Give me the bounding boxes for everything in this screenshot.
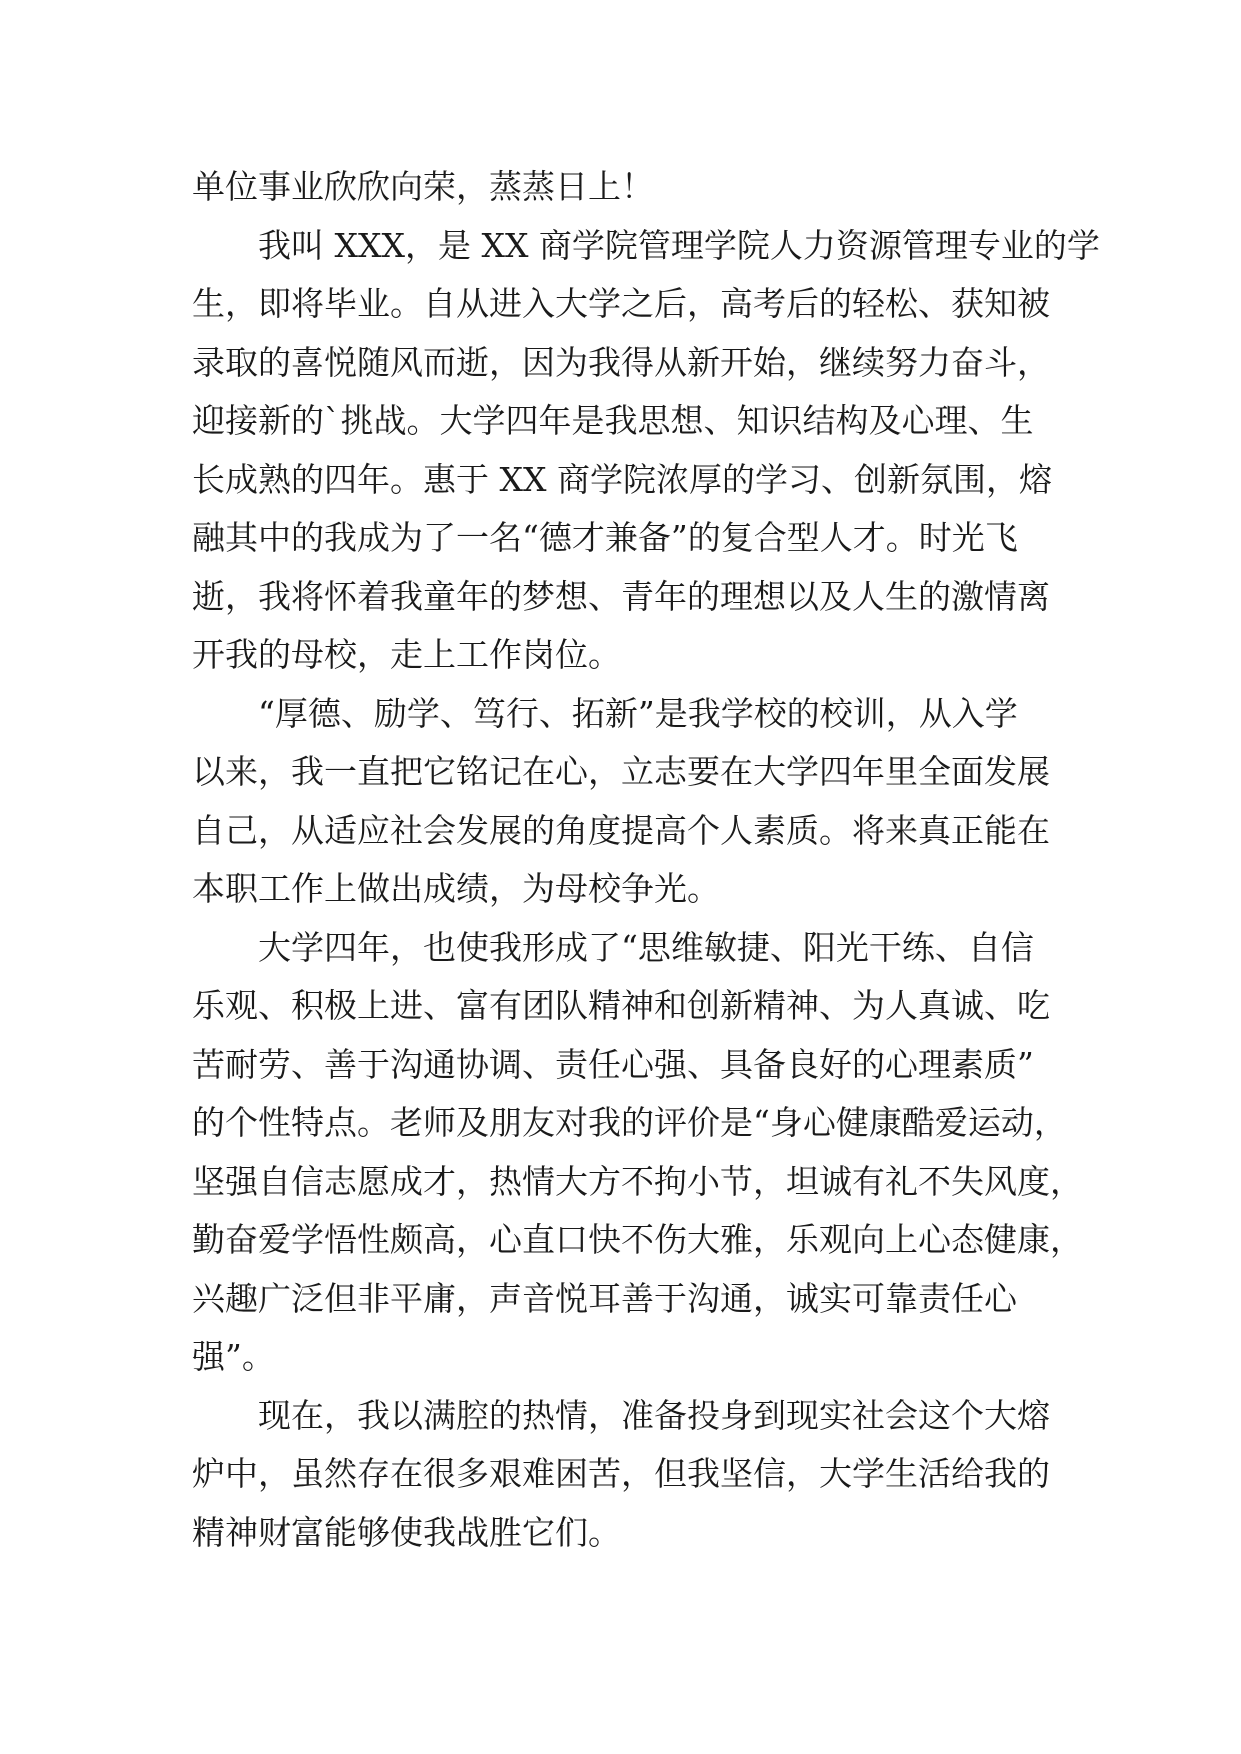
text-line: 勤奋爱学悟性颇高，心直口快不伤大雅，乐观向上心态健康， — [192, 1220, 1083, 1259]
text-line: 精神财富能够使我战胜它们。 — [192, 1512, 621, 1552]
paragraph-3 — [192, 685, 1052, 919]
paragraph-4 — [192, 919, 1083, 1387]
text-line: 长成熟的四年。惠于 XX 商学院浓厚的学习、创新氛围，熔 — [192, 459, 1052, 499]
text-line: 逝，我将怀着我童年的梦想、青年的理想以及人生的激情离 — [192, 576, 1050, 616]
paragraph-2 — [192, 217, 1100, 685]
text-line: 本职工作上做出成绩，为母校争光。 — [192, 869, 720, 908]
text-line: 兴趣广泛但非平庸，声音悦耳善于沟通，诚实可靠责任心 — [192, 1278, 1017, 1318]
text-line: 生，即将毕业。自从进入大学之后，高考后的轻松、获知被 — [192, 284, 1050, 323]
text-line: 我叫 XXX，是 XX 商学院管理学院人力资源管理专业的学 — [258, 225, 1100, 265]
text-line: 迎接新的`挑战。大学四年是我思想、知识结构及心理、生 — [192, 401, 1034, 440]
text-line: 以来，我一直把它铭记在心，立志要在大学四年里全面发展 — [192, 752, 1050, 791]
text-line: 强”。 — [192, 1337, 275, 1376]
text-line: 融其中的我成为了一名“德才兼备”的复合型人才。时光飞 — [192, 518, 1018, 557]
paragraph-5 — [192, 1387, 1052, 1563]
text-line: 炉中，虽然存在很多艰难困苦，但我坚信，大学生活给我的 — [192, 1454, 1050, 1493]
text-line: 自己，从适应社会发展的角度提高个人素质。将来真正能在 — [192, 810, 1050, 850]
text-line: 的个性特点。老师及朋友对我的评价是“身心健康酷爱运动， — [192, 1103, 1067, 1142]
text-line: 现在，我以满腔的热情，准备投身到现实社会这个大熔 — [258, 1395, 1050, 1435]
text-line: 坚强自信志愿成才，热情大方不拘小节，坦诚有礼不失风度， — [192, 1161, 1083, 1201]
paragraph-1 — [192, 158, 1052, 217]
text-line: “厚德、励学、笃行、拓新”是我学校的校训，从入学 — [258, 693, 1018, 733]
text-line: 开我的母校，走上工作岗位。 — [192, 635, 621, 674]
document-body — [192, 158, 1100, 1562]
text-line: 苦耐劳、善于沟通协调、责任心强、具备良好的心理素质” — [192, 1044, 1034, 1084]
text-line: 录取的喜悦随风而逝，因为我得从新开始，继续努力奋斗， — [192, 342, 1050, 382]
text-line: 大学四年，也使我形成了“思维敏捷、阳光干练、自信 — [258, 927, 1034, 967]
text-line: 单位事业欣欣向荣，蒸蒸日上！ — [192, 167, 654, 206]
text-line: 乐观、积极上进、富有团队精神和创新精神、为人真诚、吃 — [192, 986, 1050, 1025]
